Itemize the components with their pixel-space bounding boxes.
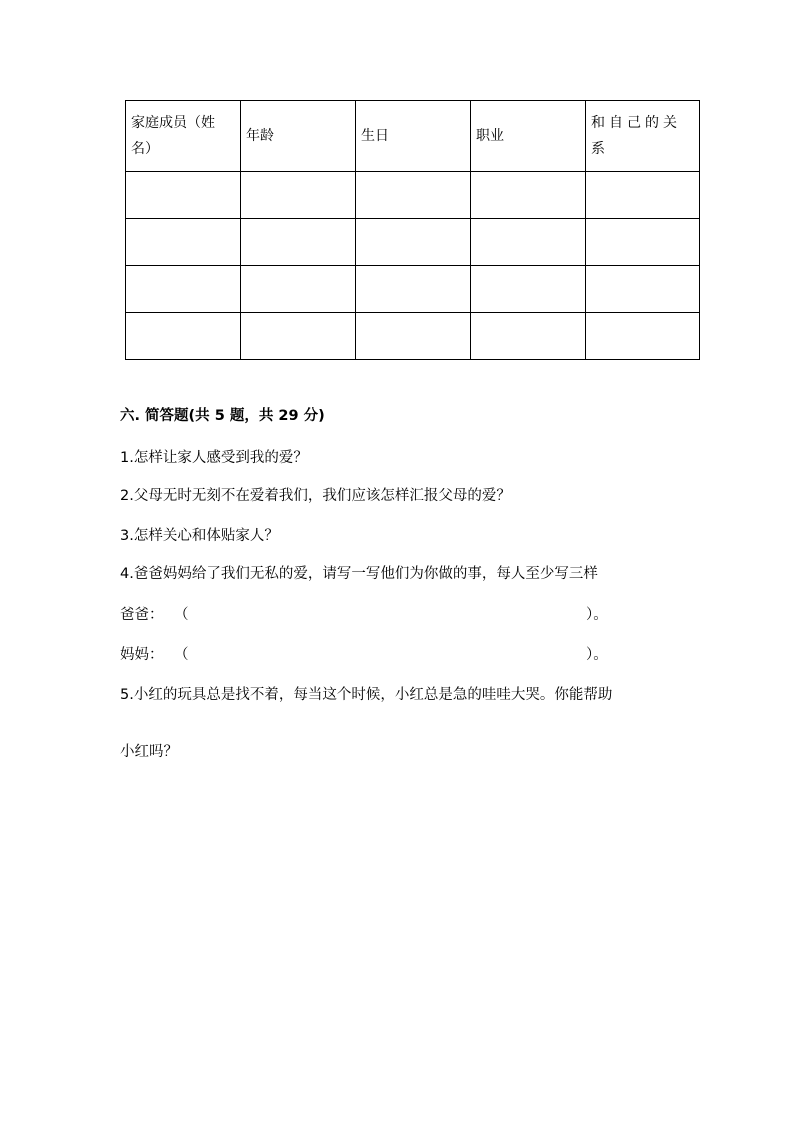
question-5-continuation: 小红吗？	[120, 744, 178, 760]
close-paren: ）。	[586, 607, 608, 623]
question-3: 3.怎样关心和体贴家人？	[120, 528, 279, 544]
table-row	[126, 313, 700, 360]
table-cell[interactable]	[126, 266, 241, 313]
table-cell[interactable]	[471, 172, 586, 219]
table-cell[interactable]	[586, 219, 700, 266]
question-4: 4.爸爸妈妈给了我们无私的爱，请写一写他们为你做的事，每人至少写三样	[120, 566, 598, 582]
close-paren: ）。	[586, 647, 608, 663]
section-title: 六. 简答题(共 5 题，共 29 分)	[120, 408, 325, 424]
open-paren: （	[174, 647, 189, 663]
table-cell[interactable]	[356, 172, 471, 219]
table-cell[interactable]	[241, 219, 356, 266]
table-cell[interactable]	[356, 313, 471, 360]
table-cell[interactable]	[471, 313, 586, 360]
mom-answer-line[interactable]	[120, 643, 620, 667]
header-occupation: 职业	[471, 101, 586, 172]
table-cell[interactable]	[241, 313, 356, 360]
family-members-table	[125, 100, 700, 360]
open-paren: （	[174, 607, 189, 623]
table-cell[interactable]	[126, 219, 241, 266]
mom-label: 妈妈：	[120, 647, 164, 663]
question-1: 1.怎样让家人感受到我的爱？	[120, 450, 308, 466]
table-cell[interactable]	[241, 172, 356, 219]
table-cell[interactable]	[126, 313, 241, 360]
table-cell[interactable]	[471, 266, 586, 313]
table-cell[interactable]	[241, 266, 356, 313]
question-2: 2.父母无时无刻不在爱着我们，我们应该怎样汇报父母的爱？	[120, 488, 511, 504]
header-relationship: 和自己的关系	[586, 101, 700, 172]
header-family-member: 家庭成员（姓名）	[126, 101, 241, 172]
table-cell[interactable]	[356, 266, 471, 313]
header-age: 年龄	[241, 101, 356, 172]
table-cell[interactable]	[471, 219, 586, 266]
table-cell[interactable]	[586, 172, 700, 219]
table-cell[interactable]	[126, 172, 241, 219]
dad-answer-line[interactable]	[120, 603, 620, 627]
header-birthday: 生日	[356, 101, 471, 172]
table-header-row	[126, 101, 700, 172]
question-5: 5.小红的玩具总是找不着，每当这个时候，小红总是急的哇哇大哭。你能帮助	[120, 687, 613, 703]
dad-label: 爸爸：	[120, 607, 164, 623]
table-cell[interactable]	[586, 313, 700, 360]
table-row	[126, 266, 700, 313]
table-row	[126, 219, 700, 266]
table-row	[126, 172, 700, 219]
table-cell[interactable]	[356, 219, 471, 266]
table-cell[interactable]	[586, 266, 700, 313]
